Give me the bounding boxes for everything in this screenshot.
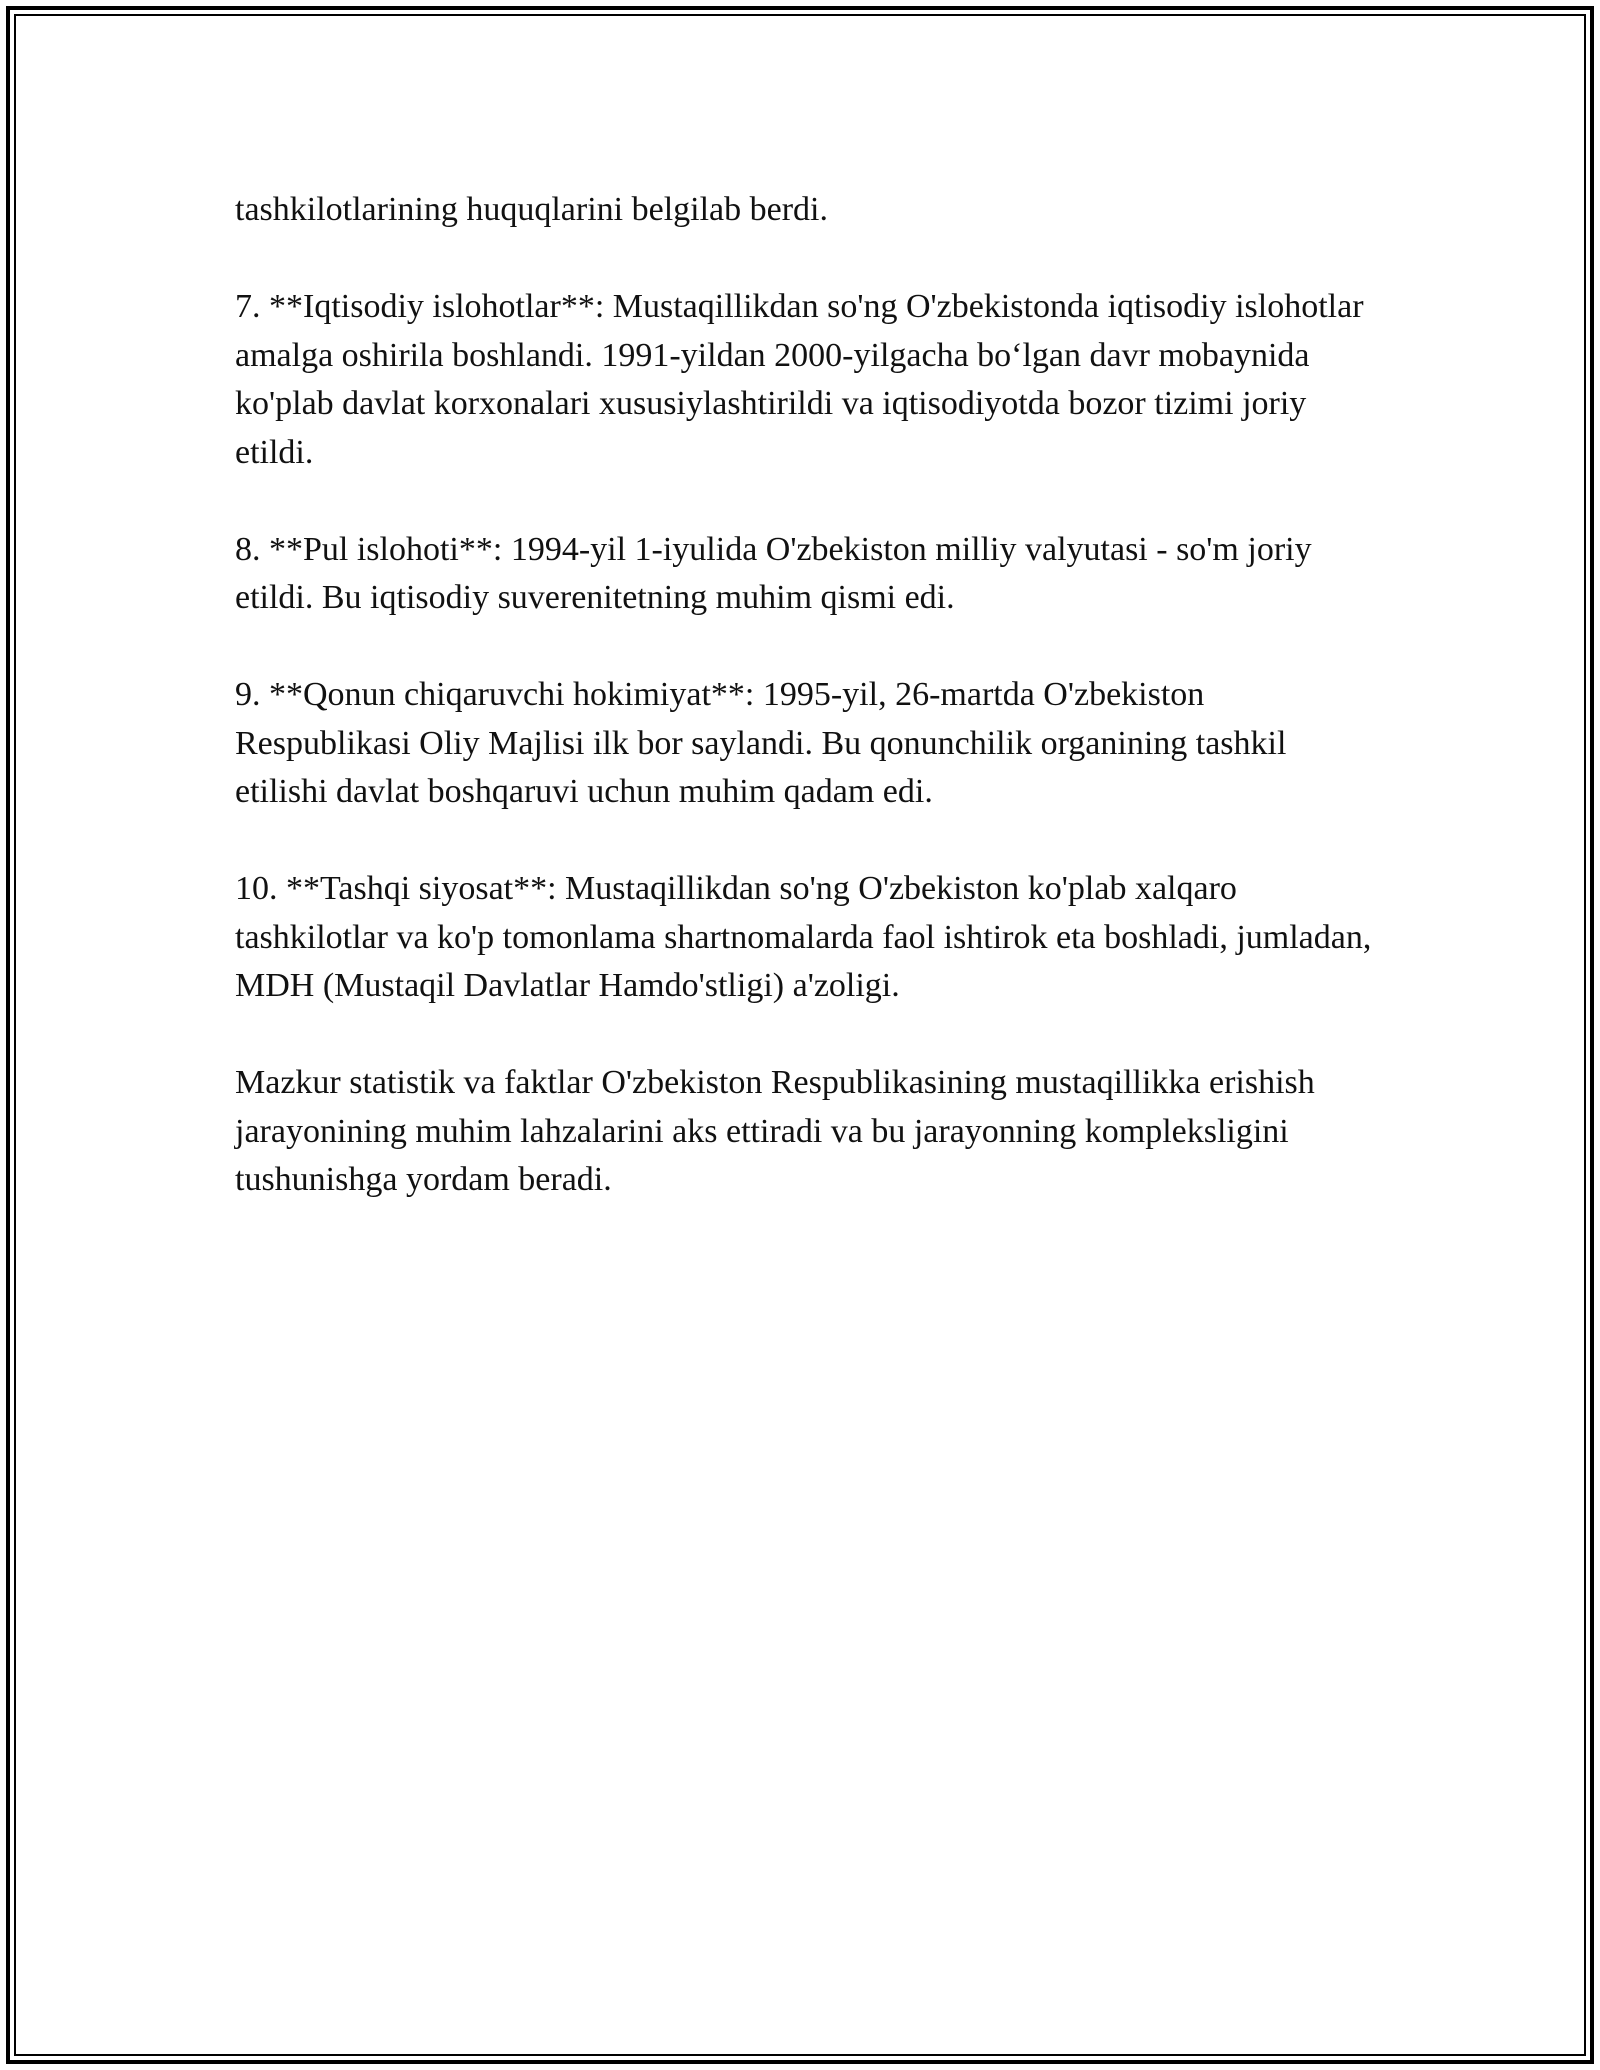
paragraph-conclusion: Mazkur statistik va faktlar O'zbekiston Respublikasining mustaqillikka erishish jarayonining muhim lahzalarini aks ettiradi va bu jarayonning kompleksligini tushunishga yordam beradi. [235,1064,1315,1198]
paragraph-item-9-legislative-power: 9. **Qonun chiqaruvchi hokimiyat**: 1995-yil, 26-martda O'zbekiston Respublikasi Oliy Majlisi ilk bor saylandi. Bu qonunchilik organining tashkil etilishi davlat boshqaruvi uchun muhim qadam edi. [235,676,1287,810]
paragraph-item-10-foreign-policy: 10. **Tashqi siyosat**: Mustaqillikdan so'ng O'zbekiston ko'plab xalqaro tashkilotlar va ko'p tomonlama shartnomalarda faol ishtirok eta boshladi, jumladan, MDH (Mustaqil Davlatlar Hamdo'stligi) a'zoligi. [235,870,1372,1004]
paragraph-item-7-economic-reforms: 7. **Iqtisodiy islohotlar**: Mustaqillikdan so'ng O'zbekistonda iqtisodiy islohotlar amalga oshirila boshlandi. 1991-yildan 2000-yilgacha bo‘lgan davr mobaynida ko'plab davlat korxonalari xususiylashtirildi va iqtisodiyotda bozor tizimi joriy etildi. [235,288,1364,471]
paragraph-item-8-currency-reform: 8. **Pul islohoti**: 1994-yil 1-iyulida O'zbekiston milliy valyutasi - so'm joriy etildi. Bu iqtisodiy suverenitetning muhim qismi edi. [235,530,1312,616]
document-body [235,186,1375,1205]
paragraph-continuation: tashkilotlarining huquqlarini belgilab berdi. [235,191,828,228]
